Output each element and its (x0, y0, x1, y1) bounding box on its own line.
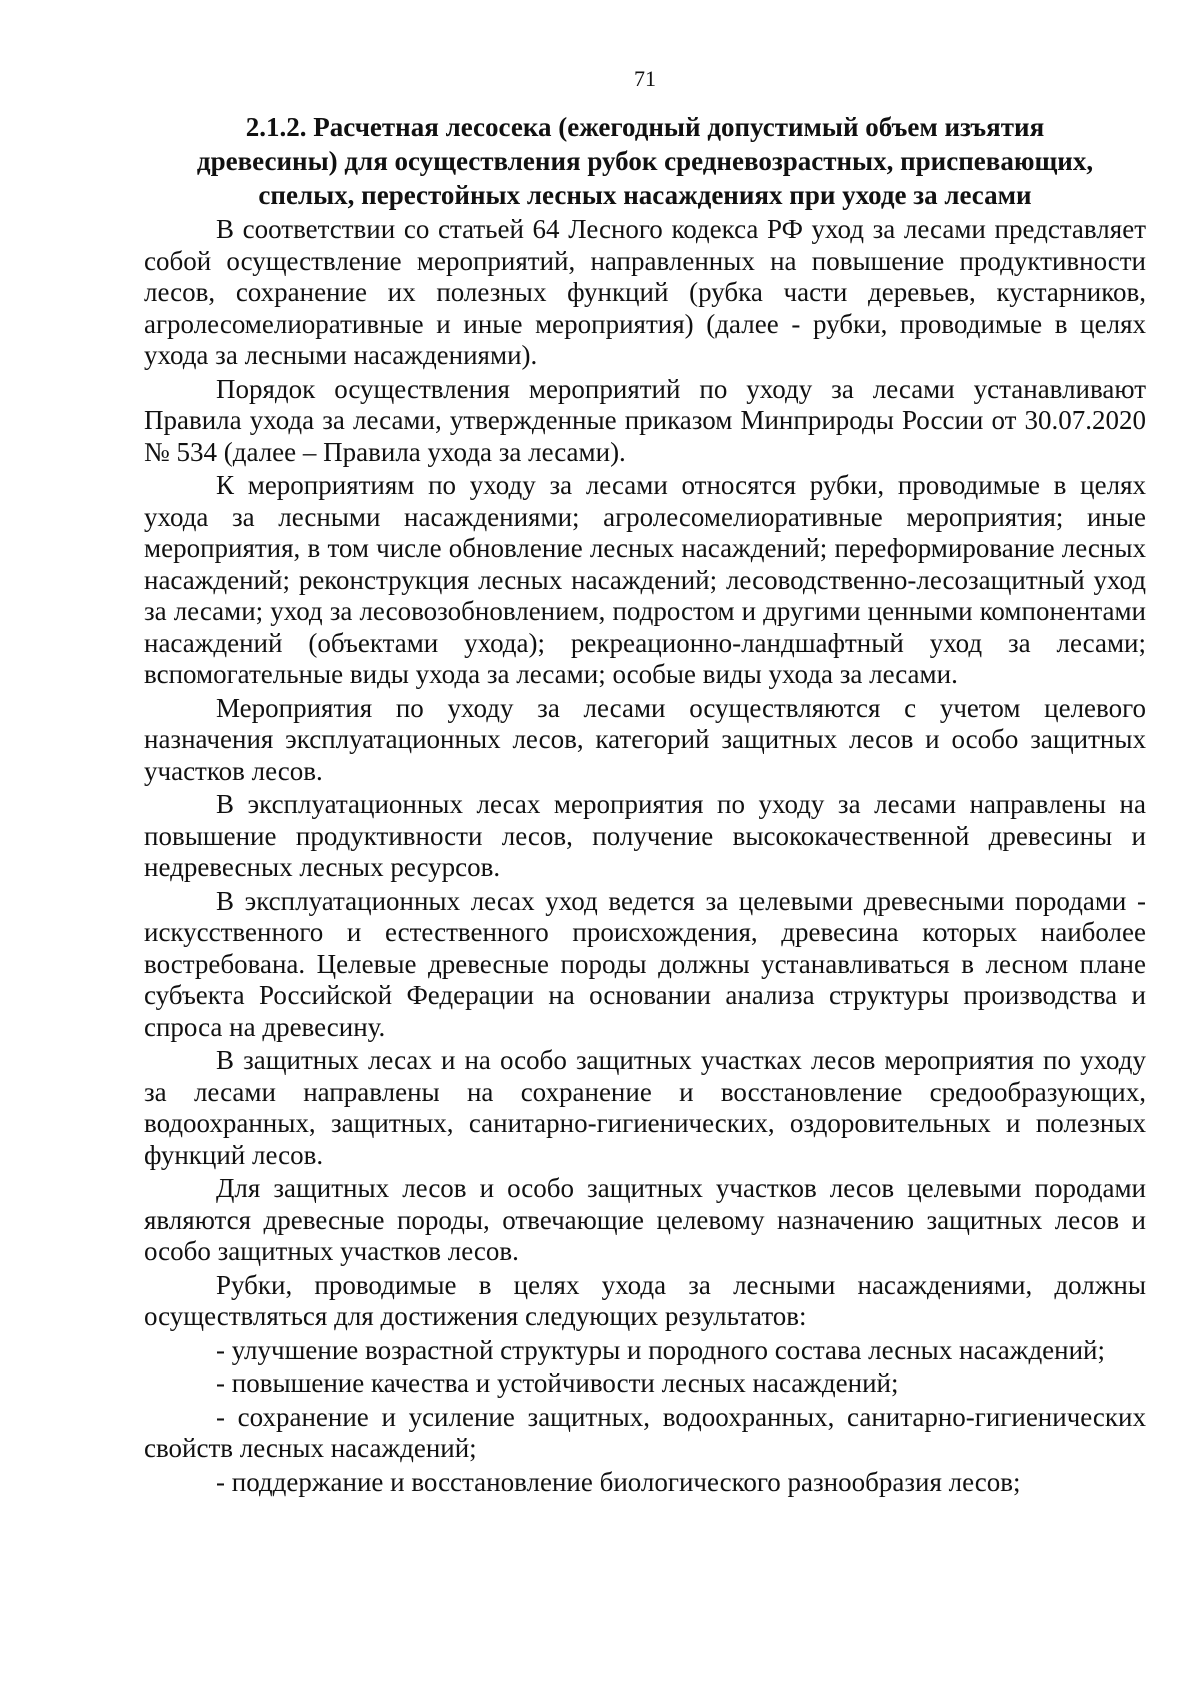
list-item-biodiversity: - поддержание и восстановление биологического разнообразия лесов; (216, 1466, 1021, 1497)
list-item-protective-properties: - сохранение и усиление защитных, водоохранных, санитарно-гигиенических свойств лесных насаждений; (144, 1401, 1146, 1463)
section-heading-line-1: 2.1.2. Расчетная лесосека (ежегодный допустимый объем изъятия (245, 112, 1045, 142)
list-item-age-structure: - улучшение возрастной структуры и породного состава лесных насаждений; (216, 1334, 1106, 1365)
paragraph-forest-code-article-64: В соответствии со статьей 64 Лесного кодекса РФ уход за лесами представляет собой осуществление мероприятий, направленных на повышение продуктивности лесов, сохранение их полезных функций (рубка части деревьев, кустарников, агролесомелиоративные и иные мероприятия) (далее - рубки, проводимые в целях ухода за лесными насаждениями). (144, 214, 1146, 370)
paragraph-protective-forests-goals: В защитных лесах и на особо защитных участках лесов мероприятия по уходу за лесами направлены на сохранение и восстановление средообразующих, водоохранных, защитных, санитарно-гигиенических, оздоровительных и полезных функций лесов. (144, 1045, 1146, 1170)
section-heading-line-2: древесины) для осуществления рубок средневозрастных, приспевающих, (196, 146, 1094, 176)
document-page (144, 64, 1146, 1500)
paragraph-measures-purpose: Мероприятия по уходу за лесами осуществляются с учетом целевого назначения эксплуатационных лесов, категорий защитных лесов и особо защитных участков лесов. (144, 692, 1146, 786)
paragraph-protective-target-species: Для защитных лесов и особо защитных участков лесов целевыми породами являются древесные породы, отвечающие целевому назначению защитных лесов и особо защитных участков лесов. (144, 1173, 1146, 1266)
paragraph-cutting-results-intro: Рубки, проводимые в целях ухода за лесными насаждениями, должны осуществляться для достижения следующих результатов: (144, 1269, 1146, 1331)
paragraph-care-rules-order: Порядок осуществления мероприятий по уходу за лесами устанавливают Правила ухода за лесами, утвержденные приказом Минприроды России от 30.07.2020 № 534 (далее – Правила ухода за лесами). (144, 373, 1146, 467)
section-heading (144, 110, 1146, 212)
list-item-quality-stability: - повышение качества и устойчивости лесных насаждений; (216, 1368, 899, 1398)
paragraph-target-species: В эксплуатационных лесах уход ведется за целевыми древесными породами - искусственного и естественного происхождения, древесина которых наиболее востребована. Целевые древесные породы должны устанавливаться в лесном плане субъекта Российской Федерации на основании анализа структуры производства и спроса на древесину. (144, 885, 1146, 1042)
section-heading-line-3: спелых, перестойных лесных насаждениях при уходе за лесами (258, 180, 1032, 210)
paragraph-exploitation-forests-goals: В эксплуатационных лесах мероприятия по уходу за лесами направлены на повышение продуктивности лесов, получение высококачественной древесины и недревесных лесных ресурсов. (144, 789, 1146, 882)
page-number: 71 (634, 66, 656, 91)
paragraph-care-measures-list: К мероприятиям по уходу за лесами относятся рубки, проводимые в целях ухода за лесными насаждениями; агролесомелиоративные мероприятия; иные мероприятия, в том числе обновление лесных насаждений; переформирование лесных насаждений; реконструкция лесных насаждений; лесоводственно-лесозащитный уход за лесами; уход за лесовозобновлением, подростом и другими ценными компонентами насаждений (объектами ухода); рекреационно-ландшафтный уход за лесами; вспомогательные виды ухода за лесами; особые виды ухода за лесами. (144, 470, 1146, 689)
